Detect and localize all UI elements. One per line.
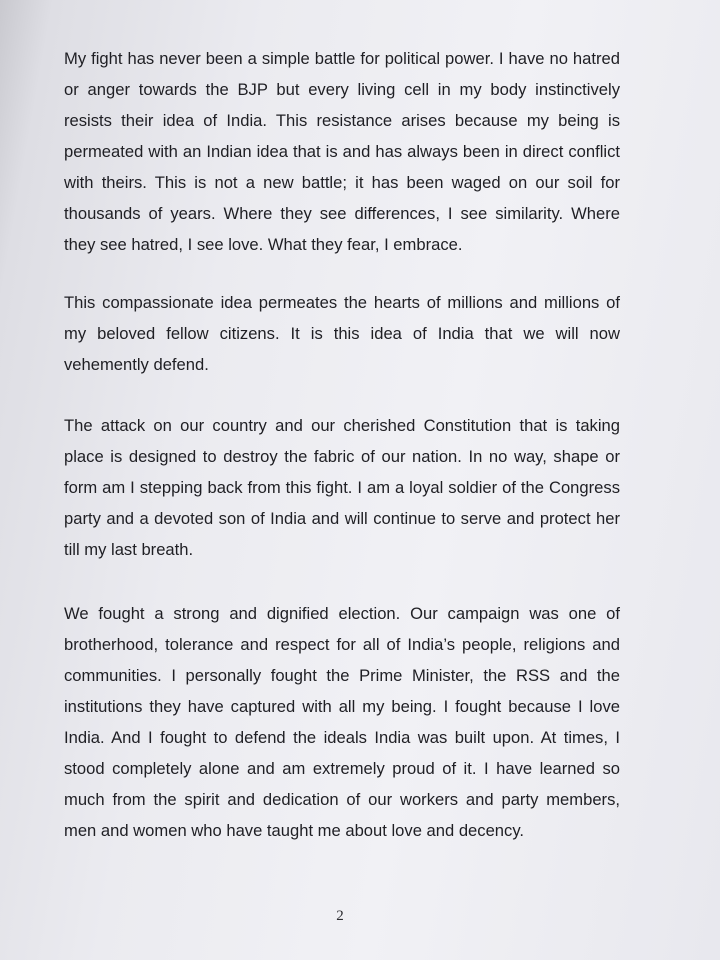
paragraph-1: My fight has never been a simple battle for political power. I have no hatred or anger towards the BJP but every living cell in my body instinctively resists their idea of India. This resistance arises because my being is permeated with an Indian idea that is and has always been in direct conflict with theirs. This is not a new battle; it has been waged on our soil for thousands of years. Where they see differences, I see similarity. Where they see hatred, I see love. What they fear, I embrace. bbox=[64, 49, 620, 254]
paragraph-3: The attack on our country and our cherished Constitution that is taking place is designed to destroy the fabric of our nation. In no way, shape or form am I stepping back from this fight. I am a loyal soldier of the Congress party and a devoted son of India and will continue to serve and protect her till my last breath. bbox=[64, 416, 620, 559]
paragraph-2: This compassionate idea permeates the hearts of millions and millions of my beloved fellow citizens. It is this idea of India that we will now vehemently defend. bbox=[64, 293, 620, 374]
page-number: 2 bbox=[336, 908, 344, 924]
paragraph-4: We fought a strong and dignified election. Our campaign was one of brotherhood, tolerance and respect for all of India’s people, religions and communities. I personally fought the Prime Minister, the RSS and the institutions they have captured with all my being. I fought because I love India. And I fought to defend the ideals India was built upon. At times, I stood completely alone and am extremely proud of it. I have learned so much from the spirit and dedication of our workers and party members, men and women who have taught me about love and decency. bbox=[64, 604, 620, 840]
